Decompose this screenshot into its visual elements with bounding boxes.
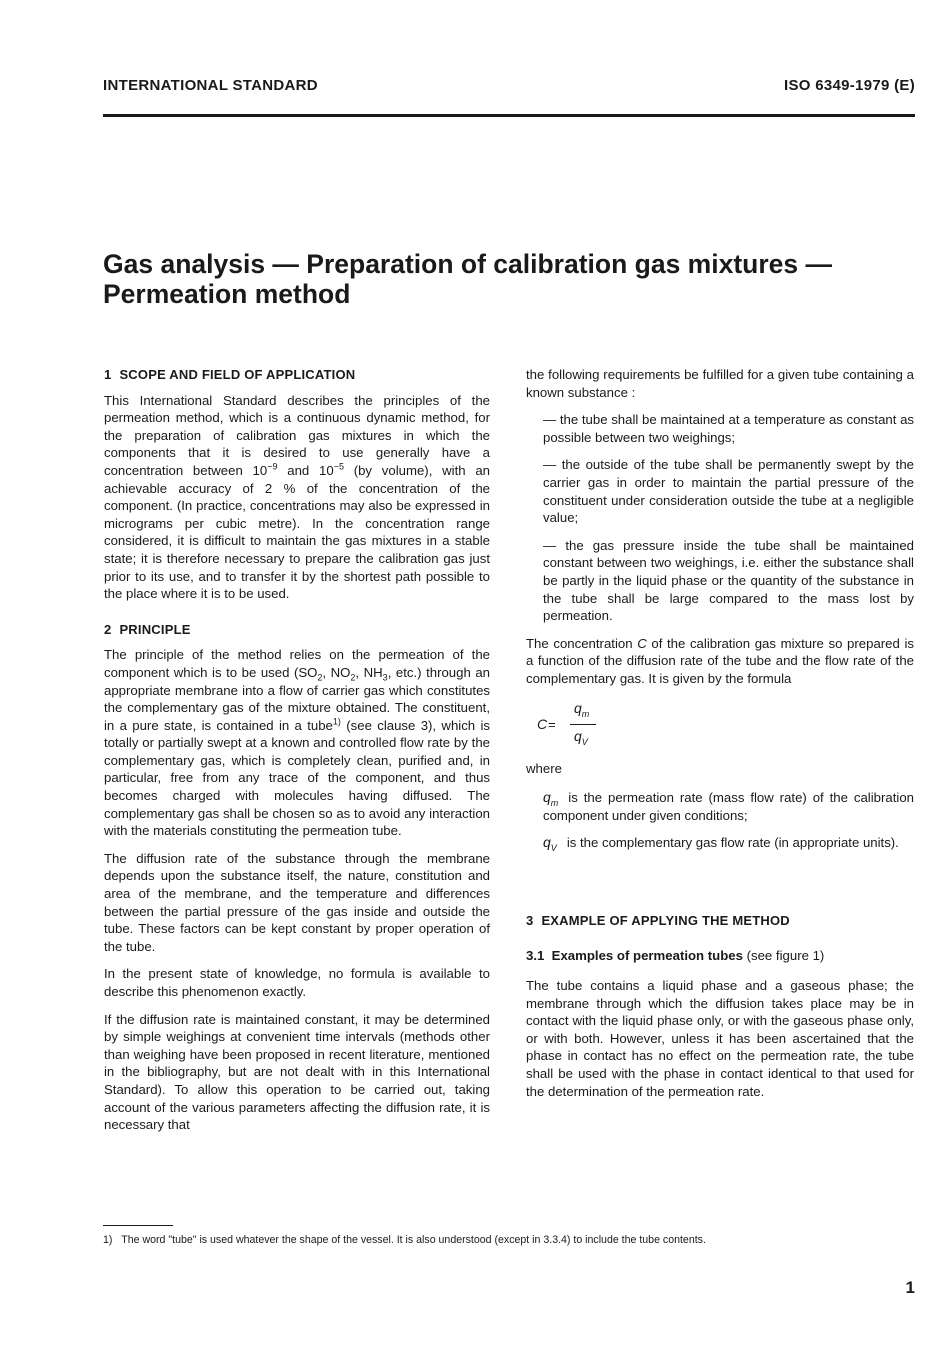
header-standard-label: INTERNATIONAL STANDARD: [103, 77, 318, 94]
text-run: of the calibration gas mixture so prepared is a function of the diffusion rate of the tube and the flow rate of the complementary gas. It is given by the formula: [526, 635, 914, 686]
section-2-heading: [104, 621, 490, 639]
text-run: , etc.) through an appropriate membrane into a flow of carrier gas which constitutes the complementary gas of the mixture obtained. The constituent, in a pure state, is contained in a tube: [104, 664, 490, 733]
section-number: 1: [104, 367, 112, 382]
concentration-formula: [534, 699, 914, 748]
section-title: SCOPE AND FIELD OF APPLICATION: [119, 367, 356, 382]
subscript: 2: [350, 672, 356, 683]
definition-text: is the permeation rate (mass flow rate) of the calibration component under given conditions;: [543, 790, 914, 823]
permeation-tubes-paragraph: The tube contains a liquid phase and a gaseous phase; the membrane through which the diffusion takes place may be in contact with the liquid phase only, or with the gaseous phase only, or with both. However, unless it has been ascertained that the phase in contact has no effect on the permeation rate, the tube shall be used with the phase in contact identical to that used for the determination of the permeation rate.: [526, 978, 914, 1099]
where-label: where: [526, 760, 562, 776]
definition-qm: [543, 789, 914, 824]
text-run: The concentration: [526, 635, 638, 651]
text-run: (see clause 3), which is totally or partially swept at a known and controlled flow rate by the complementary gas, which is completely clean, purified and, in particular, free from any trace of the component, and thus becomes charged with molecules having diffused. The complementary gas shall be chosen so as to avoid any interaction with the materials constituting the permeation tube.: [104, 717, 490, 839]
symbol: q: [574, 699, 582, 716]
text-run: , NH: [355, 664, 383, 680]
subsection-3-1-heading: [526, 947, 914, 965]
footnote-text: The word "tube" is used whatever the shape of the vessel. It is also understood (except in 3.3.4) to include the tube contents.: [121, 1234, 706, 1246]
section-title: PRINCIPLE: [119, 621, 191, 637]
footnote-mark: 1): [103, 1234, 113, 1246]
formula-equals: =: [548, 716, 556, 732]
principle-paragraph-2: The diffusion rate of the substance through the membrane depends upon the substance itself, the nature, constitution and area of the membrane, and the temperature and differences between the partial pressure of the gas inside and outside the tube. These factors can be kept constant by proper operation of the tube.: [104, 850, 490, 954]
text-run: This International Standard describes the principles of the permeation method, which is a continuous dynamic method, for the preparation of calibration gas mixtures in which the components that it is desired to use generally have a concentration between 10: [104, 392, 490, 478]
section-number: 3: [526, 912, 534, 928]
exponent: −5: [333, 461, 344, 472]
subsection-title: Examples of permeation tubes: [551, 948, 743, 964]
text-run: The principle of the method relies on the permeation of the component which is to be used (SO: [104, 647, 490, 680]
fraction-bar: [570, 724, 596, 725]
subscript: 2: [317, 672, 323, 683]
section-3-heading: [526, 912, 914, 930]
section-title: EXAMPLE OF APPLYING THE METHOD: [541, 912, 790, 928]
scope-paragraph: [104, 392, 490, 603]
definition-symbol: [543, 834, 557, 854]
figure-reference: (see figure 1): [742, 948, 825, 964]
document-title: [103, 249, 933, 309]
subscript: V: [581, 736, 588, 747]
section-number: 2: [104, 621, 112, 637]
formula-numerator: [574, 700, 589, 718]
header-document-id: ISO 6349-1979 (E): [783, 77, 915, 94]
title-line-2: Permeation method: [103, 279, 351, 309]
principle-paragraph-4: If the diffusion rate is maintained constant, it may be determined by simple weighings at convenient time intervals (methods other than weighing have been proposed in recent literature, mentioned in the bibliography, but are not dealt with in this International Standard). To allow this operation to be carried out, taking account of the various parameters affecting the diffusion rate, it is necessary that: [104, 1011, 490, 1133]
formula-lhs: C: [537, 715, 548, 732]
header-rule: [103, 114, 915, 117]
requirement-3: — the gas pressure inside the tube shall be maintained constant between two weighings, i.e. either the substance shall be partly in the liquid phase or the quantity of the substance in the tube shall be large compared to the mass lost by permeation.: [543, 537, 914, 624]
principle-paragraph-6: [526, 635, 914, 688]
principle-paragraph-1: [104, 646, 490, 840]
subscript: V: [550, 843, 557, 854]
footnote-reference[interactable]: 1): [332, 716, 341, 727]
footnote: [103, 1234, 923, 1246]
symbol: q: [574, 727, 582, 744]
text-run: and 10: [277, 462, 334, 478]
right-column: [526, 366, 914, 1110]
subscript: m: [581, 708, 590, 719]
title-line-1: Gas analysis — Preparation of calibration gas mixtures —: [103, 249, 832, 279]
section-1-heading: [104, 366, 490, 384]
requirement-2: — the outside of the tube shall be permanently swept by the carrier gas in order to maintain the partial pressure of the constituent under consideration outside the tube at a negligible value;: [543, 457, 914, 526]
left-column: [104, 366, 490, 1144]
principle-paragraph-5: the following requirements be fulfilled for a given tube containing a known substance :: [526, 367, 914, 400]
subscript: m: [550, 797, 559, 808]
footnote-rule: [103, 1225, 173, 1226]
principle-paragraph-3: In the present state of knowledge, no formula is available to describe this phenomenon exactly.: [104, 966, 490, 999]
subsection-number: 3.1: [526, 948, 545, 964]
definition-symbol: [543, 789, 559, 808]
subscript: 3: [382, 672, 388, 683]
symbol: q: [543, 834, 551, 851]
symbol: q: [543, 789, 551, 806]
requirement-1: — the tube shall be maintained at a temperature as constant as possible between two weighings;: [543, 412, 914, 445]
symbol-definitions: [526, 789, 914, 852]
definition-text: is the complementary gas flow rate (in appropriate units).: [566, 835, 899, 851]
page-number: 1: [905, 1278, 915, 1297]
formula-denominator: [574, 728, 588, 746]
variable: C: [637, 635, 647, 651]
definition-qv: [543, 834, 914, 852]
exponent: −9: [267, 461, 278, 472]
text-run: , NO: [322, 664, 351, 680]
text-run: (by volume), with an achievable accuracy of 2 % of the concentration of the component. (In practice, concentrations may also be expressed in micrograms per cubic metre). In the concentration range considered, it is difficult to maintain the gas mixtures in a stable state; it is therefore necessary to prepare the calibration gas just prior to its use, and to transfer it by the shortest path possible to the place where it is to be used.: [104, 462, 490, 602]
